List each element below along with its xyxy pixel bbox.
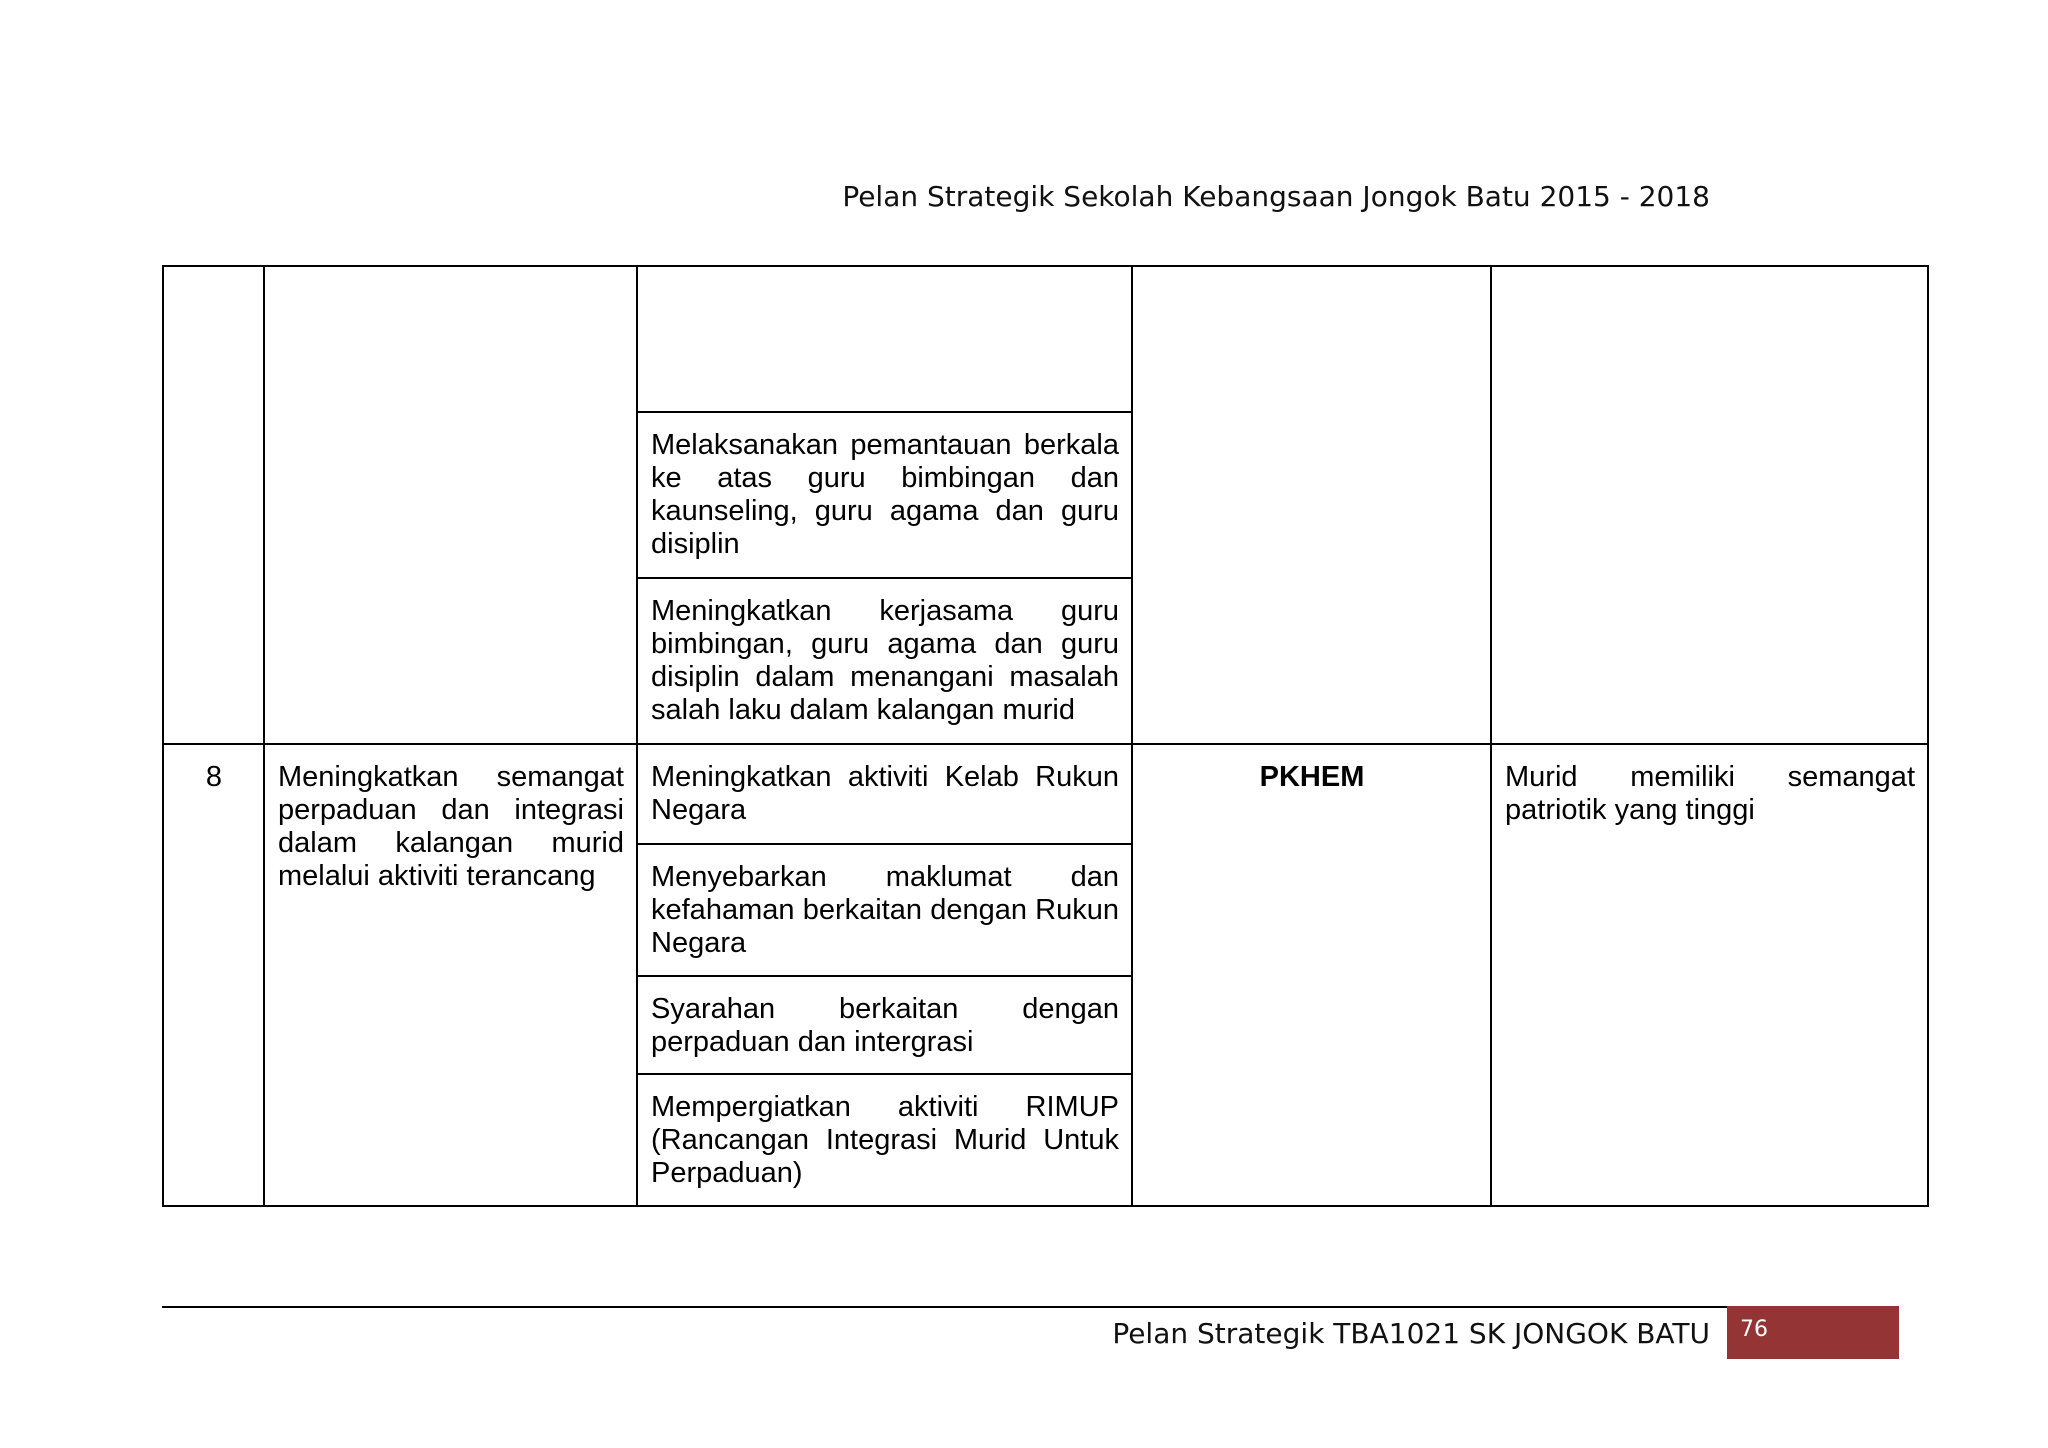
responsible-cell-empty: [1132, 266, 1491, 744]
page-header: Pelan Strategik Sekolah Kebangsaan Jongok Batu 2015 - 2018: [842, 180, 1710, 213]
table-row: [163, 266, 1928, 412]
footer-divider: [162, 1306, 1893, 1308]
activity-cell: Mempergiatkan aktiviti RIMUP (Rancangan Integrasi Murid Untuk Perpaduan): [637, 1074, 1132, 1206]
strategy-table: [162, 265, 1929, 1207]
number-cell-empty: [163, 266, 264, 744]
row-number: 8: [163, 744, 264, 1206]
page-number-badge: 76: [1727, 1306, 1899, 1359]
objective-cell-empty: [264, 266, 637, 744]
activity-cell: Menyebarkan maklumat dan kefahaman berkaitan dengan Rukun Negara: [637, 844, 1132, 976]
activity-cell: Meningkatkan aktiviti Kelab Rukun Negara: [637, 744, 1132, 844]
table-row: [163, 744, 1928, 844]
responsible-cell: PKHEM: [1132, 744, 1491, 1206]
objective-cell: Meningkatkan semangat perpaduan dan integrasi dalam kalangan murid melalui aktiviti terancang: [264, 744, 637, 1206]
activity-cell: [637, 266, 1132, 412]
footer-text: Pelan Strategik TBA1021 SK JONGOK BATU: [1112, 1317, 1710, 1350]
activity-cell: Melaksanakan pemantauan berkala ke atas guru bimbingan dan kaunseling, guru agama dan guru disiplin: [637, 412, 1132, 578]
outcome-cell-empty: [1491, 266, 1928, 744]
activity-cell: Syarahan berkaitan dengan perpaduan dan intergrasi: [637, 976, 1132, 1074]
activity-cell: Meningkatkan kerjasama guru bimbingan, guru agama dan guru disiplin dalam menangani masalah salah laku dalam kalangan murid: [637, 578, 1132, 744]
outcome-cell: Murid memiliki semangat patriotik yang tinggi: [1491, 744, 1928, 1206]
